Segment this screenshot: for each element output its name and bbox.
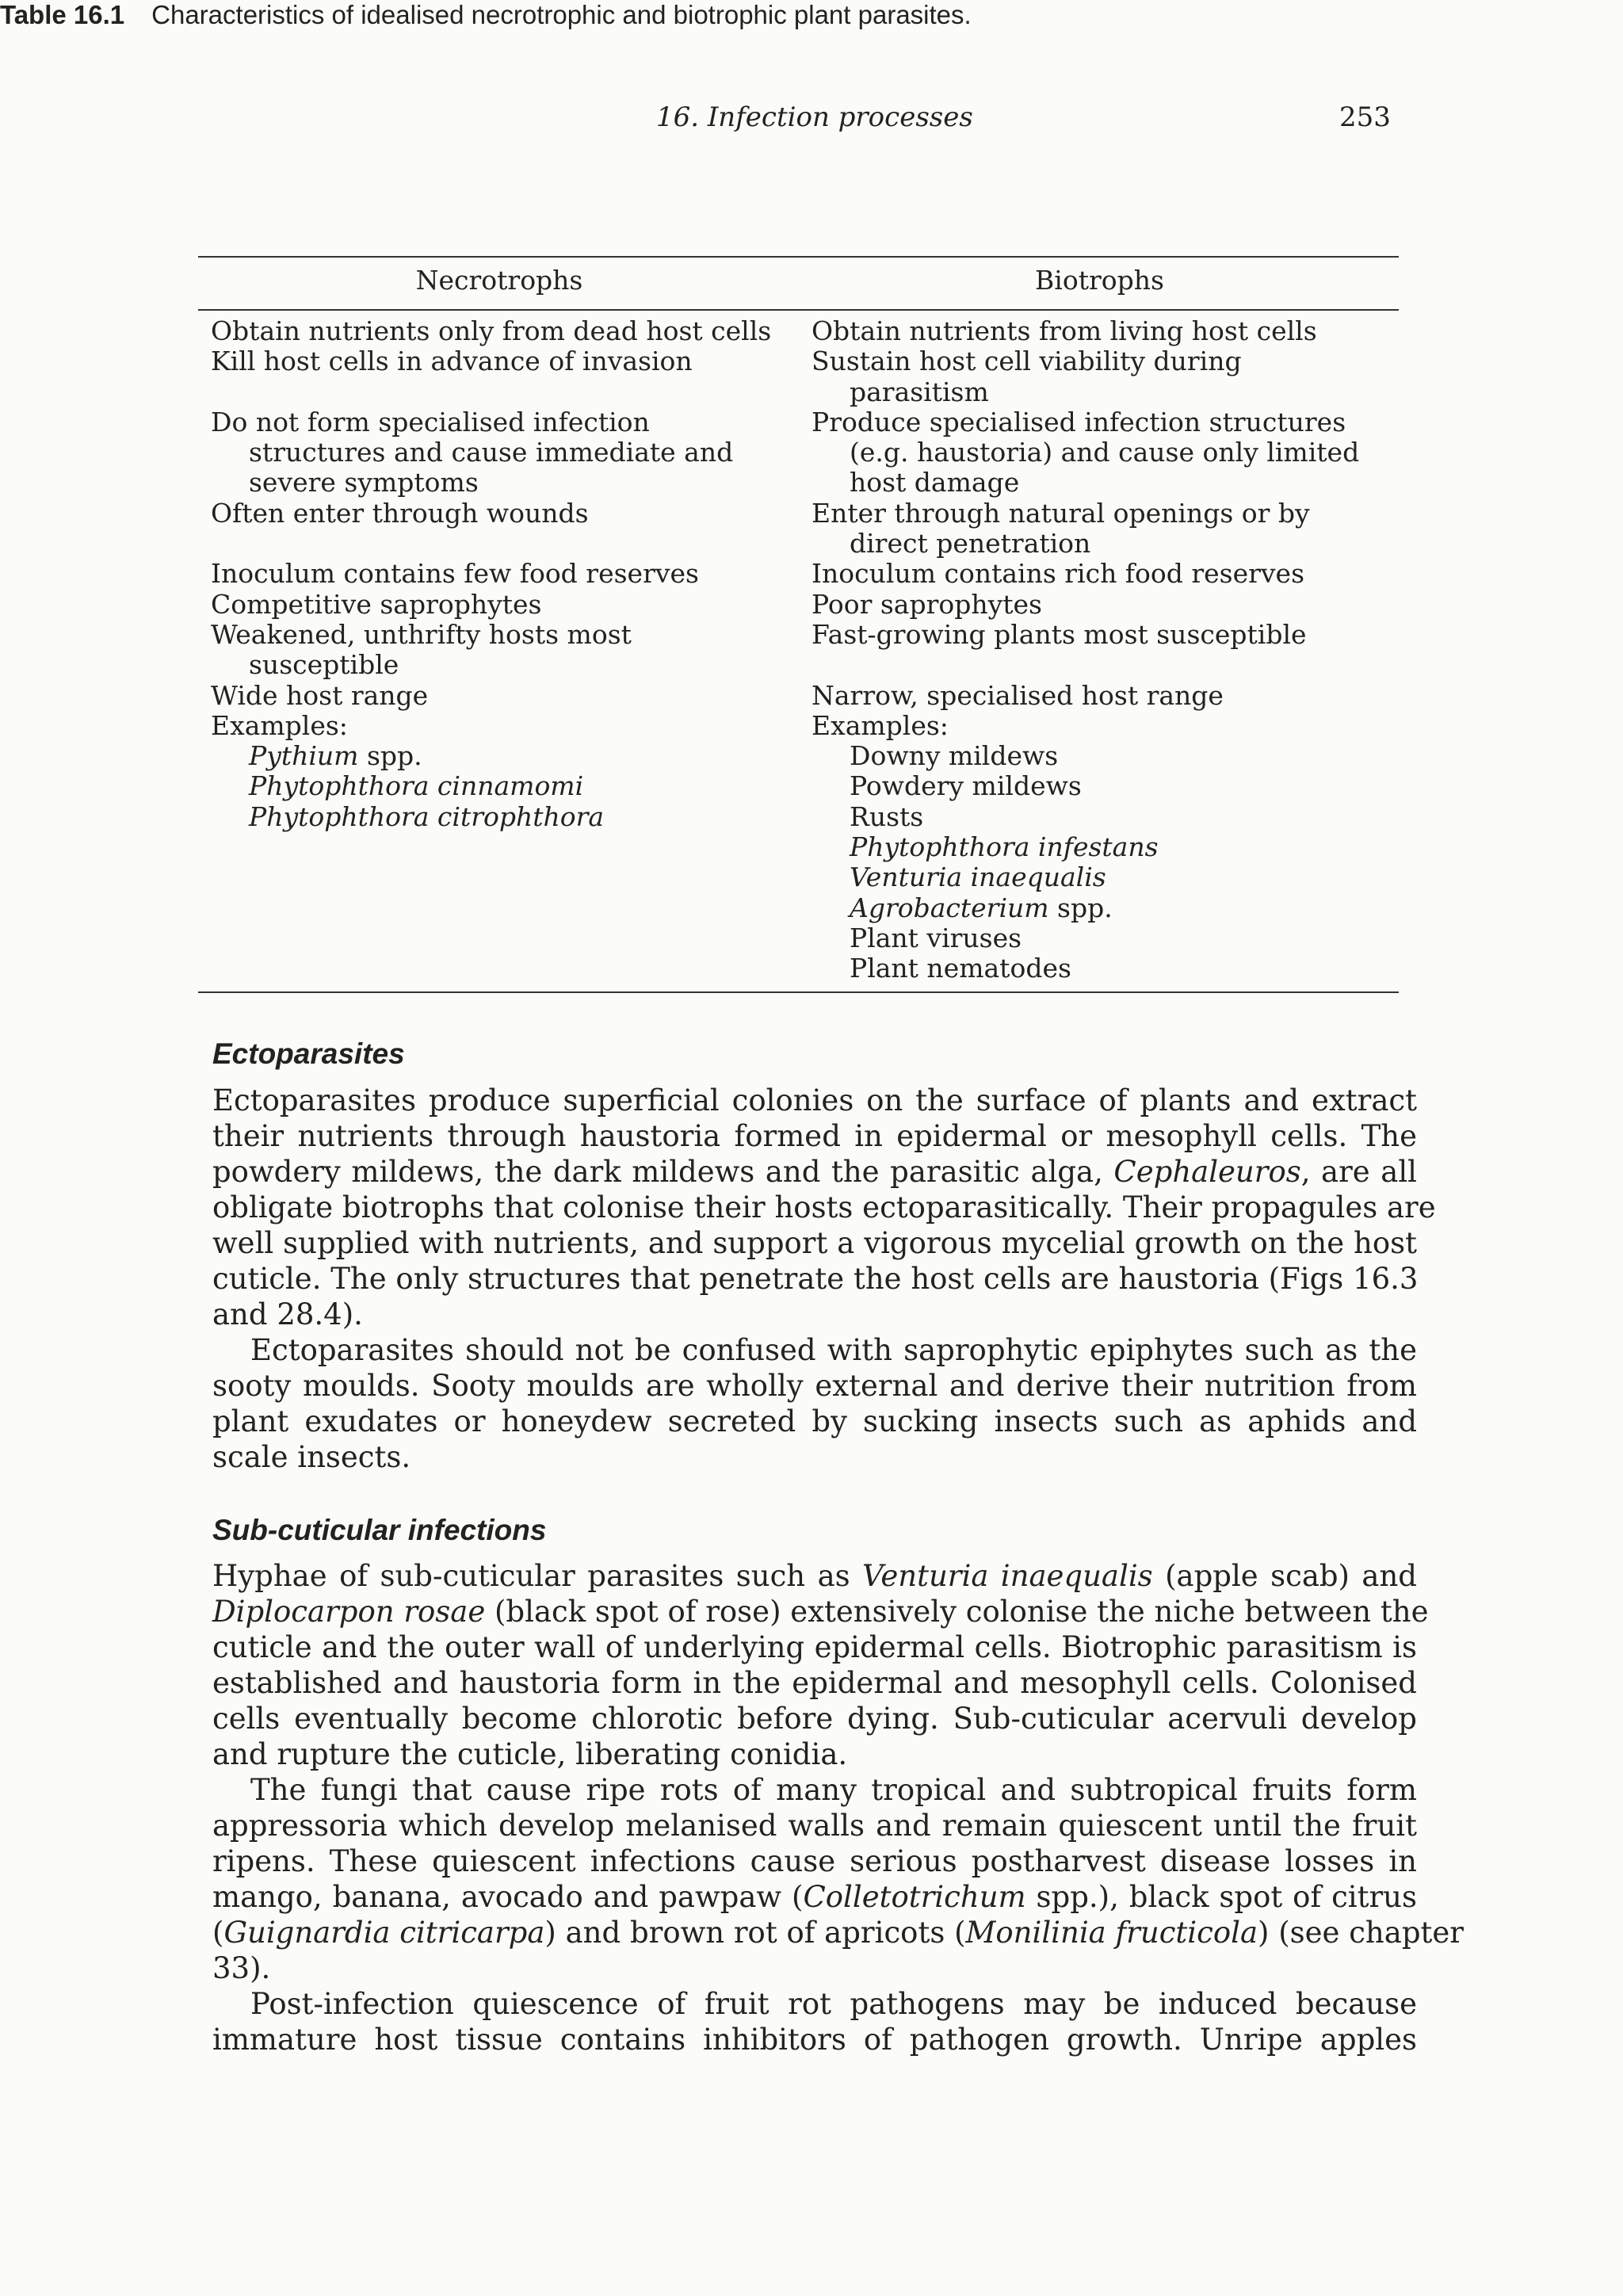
- text-line: [212, 1879, 1417, 1915]
- table-cell-line: [211, 377, 797, 407]
- table-cell-line: Powdery mildews: [850, 770, 1082, 802]
- text-run: ) and brown rot of apricots (: [544, 1916, 966, 1950]
- text-line: [212, 1915, 1464, 1950]
- table-cell-line: [812, 862, 1399, 892]
- table-cell-line: direct penetration: [850, 528, 1091, 560]
- species-name: Cephaleuros: [1113, 1155, 1301, 1189]
- text-run: scale insects.: [212, 1440, 411, 1474]
- text-line: [212, 1404, 1417, 1439]
- table-cell-line: structures and cause immediate and: [249, 437, 734, 468]
- column-header-necrotrophs: Necrotrophs: [415, 265, 583, 296]
- species-name: Monilinia fructicola: [965, 1916, 1258, 1950]
- text-line: [212, 1558, 1417, 1594]
- text-run: cuticle. The only structures that penetrate the host cells are haustoria (Figs 16.3: [212, 1262, 1419, 1296]
- text-run: spp.: [1048, 892, 1113, 923]
- text-run: ) (see chapter: [1258, 1916, 1464, 1950]
- species-name: Pythium: [249, 740, 359, 772]
- biotrophs-column: [812, 316, 1399, 984]
- table-cell-line: Narrow, specialised host range: [812, 679, 1224, 711]
- text-run: cuticle and the outer wall of underlying epidermal cells. Biotrophic parasitism is: [212, 1630, 1417, 1664]
- species-name: Agrobacterium: [850, 892, 1049, 923]
- table-cell-line: Obtain nutrients from living host cells: [812, 315, 1317, 346]
- table-cell-line: Plant nematodes: [850, 953, 1071, 984]
- text-run: ripens. These quiescent infections cause serious postharvest disease losses in: [212, 1844, 1417, 1878]
- table-cell-line: Rusts: [850, 800, 924, 832]
- text-line: [212, 1439, 1417, 1475]
- table-cell-line: susceptible: [249, 649, 399, 681]
- table-cell-line: Do not form specialised infection: [211, 406, 650, 437]
- species-name: Colletotrichum: [803, 1880, 1026, 1914]
- table-cell-line: [211, 529, 797, 559]
- table-cell-line: Competitive saprophytes: [211, 588, 542, 620]
- text-run: well supplied with nutrients, and support a vigorous mycelial growth on the host: [212, 1226, 1417, 1260]
- table-top-rule: [198, 256, 1399, 258]
- text-line: [212, 1225, 1417, 1261]
- text-run: cells eventually become chlorotic before dying. Sub-cuticular acervuli develop: [212, 1702, 1417, 1736]
- table-cell-line: Inoculum contains rich food reserves: [812, 558, 1305, 590]
- text-line: [212, 1736, 1417, 1772]
- species-name: Phytophthora cinnamomi: [249, 770, 584, 802]
- table-cell-line: Fast-growing plants most susceptible: [812, 618, 1307, 650]
- table-cell-line: [211, 802, 797, 832]
- paragraph: [212, 1772, 1464, 1986]
- species-name: Phytophthora citrophthora: [249, 800, 605, 832]
- section-heading-subcuticular: Sub-cuticular infections: [212, 1514, 547, 1546]
- text-line: [212, 2022, 1417, 2057]
- text-run: mango, banana, avocado and pawpaw (: [212, 1880, 804, 1914]
- text-line: [212, 1986, 1417, 2022]
- text-run: and rupture the cuticle, liberating conidia.: [212, 1737, 848, 1771]
- page-number: 253: [1339, 101, 1391, 133]
- text-line: [212, 1772, 1417, 1808]
- table-cell-line: Enter through natural openings or by: [812, 497, 1310, 529]
- table-cell-line: Downy mildews: [850, 740, 1059, 772]
- species-name: Venturia inaequalis: [850, 861, 1106, 893]
- necrotrophs-column: [211, 316, 797, 832]
- table-cell-line: Produce specialised infection structures: [812, 406, 1346, 437]
- species-name: Guignardia citricarpa: [223, 1916, 545, 1950]
- paragraph: [212, 1083, 1436, 1332]
- text-run: powdery mildews, the dark mildews and the parasitic alga,: [212, 1155, 1114, 1189]
- table-cell-line: severe symptoms: [249, 467, 479, 499]
- paragraph: [212, 1558, 1429, 1772]
- table-cell-line: [812, 650, 1399, 680]
- text-run: (: [212, 1916, 224, 1950]
- text-line: [212, 1190, 1436, 1225]
- text-line: [212, 1594, 1429, 1629]
- text-line: [212, 1629, 1417, 1665]
- text-line: [212, 1261, 1417, 1297]
- text-run: obligate biotrophs that colonise their hosts ectoparasitically. Their propagules are: [212, 1190, 1436, 1224]
- table-cell-line: Examples:: [812, 709, 949, 741]
- text-run: 33).: [212, 1951, 271, 1985]
- table-cell-line: Often enter through wounds: [211, 497, 589, 529]
- column-header-biotrophs: Biotrophs: [1035, 265, 1164, 296]
- text-run: Post-infection quiescence of fruit rot pathogens may be induced because: [250, 1987, 1417, 2021]
- paragraph: [212, 1986, 1417, 2057]
- paragraph: [212, 1332, 1417, 1475]
- table-cell-line: Obtain nutrients only from dead host cells: [211, 315, 772, 346]
- table-cell-line: parasitism: [850, 376, 989, 407]
- text-run: Hyphae of sub-cuticular parasites such as: [212, 1559, 863, 1593]
- text-run: spp.: [358, 740, 422, 772]
- text-run: (apple scab) and: [1152, 1559, 1417, 1593]
- table-caption-label: Table 16.1: [0, 0, 125, 29]
- table-cell-line: Weakened, unthrifty hosts most: [211, 618, 632, 650]
- table-caption-text: Characteristics of idealised necrotrophic and biotrophic plant parasites.: [151, 0, 972, 29]
- table-cell-line: [211, 741, 797, 771]
- text-run: spp.), black spot of citrus: [1025, 1880, 1418, 1914]
- text-line: [212, 1297, 1417, 1332]
- table-cell-line: Kill host cells in advance of invasion: [211, 346, 693, 377]
- table-cell-line: [812, 832, 1399, 862]
- species-name: Venturia inaequalis: [862, 1559, 1153, 1593]
- text-line: [212, 1118, 1417, 1154]
- text-run: (black spot of rose) extensively colonise the niche between the: [485, 1595, 1429, 1629]
- text-run: sooty moulds. Sooty moulds are wholly external and derive their nutrition from: [212, 1369, 1417, 1403]
- table-cell-line: Sustain host cell viability during: [812, 346, 1242, 377]
- table-caption: [0, 0, 1623, 30]
- text-run: appressoria which develop melanised walls and remain quiescent until the fruit: [212, 1809, 1417, 1843]
- text-run: , are all: [1300, 1155, 1417, 1189]
- text-run: The fungi that cause ripe rots of many tropical and subtropical fruits form: [250, 1773, 1417, 1807]
- table-cell-line: (e.g. haustoria) and cause only limited: [850, 437, 1360, 468]
- text-line: [212, 1808, 1417, 1843]
- text-line: [212, 1950, 1417, 1986]
- table-cell-line: Inoculum contains few food reserves: [211, 558, 699, 590]
- text-run: Ectoparasites produce superficial colonies on the surface of plants and extract: [212, 1083, 1417, 1117]
- species-name: Phytophthora infestans: [850, 831, 1159, 863]
- text-run: plant exudates or honeydew secreted by sucking insects such as aphids and: [212, 1404, 1417, 1438]
- text-run: immature host tissue contains inhibitors of pathogen growth. Unripe apples: [212, 2023, 1417, 2057]
- text-line: [212, 1083, 1417, 1118]
- text-line: [212, 1332, 1417, 1368]
- table-cell-line: [211, 771, 797, 801]
- text-run: and 28.4).: [212, 1297, 363, 1331]
- text-line: [212, 1843, 1417, 1879]
- text-run: established and haustoria form in the epidermal and mesophyll cells. Colonised: [212, 1666, 1417, 1700]
- table-cell-line: Poor saprophytes: [812, 588, 1042, 620]
- text-line: [212, 1368, 1417, 1404]
- text-run: Ectoparasites should not be confused with saprophytic epiphytes such as the: [250, 1333, 1417, 1367]
- running-head: 16. Infection processes: [656, 101, 973, 133]
- table-cell-line: [812, 893, 1399, 923]
- text-line: [212, 1701, 1417, 1736]
- table-cell-line: host damage: [850, 467, 1020, 499]
- species-name: Diplocarpon rosae: [212, 1595, 486, 1629]
- table-cell-line: Wide host range: [211, 679, 429, 711]
- text-line: [212, 1154, 1417, 1190]
- table-cell-line: Examples:: [211, 709, 348, 741]
- text-run: their nutrients through haustoria formed in epidermal or mesophyll cells. The: [212, 1119, 1417, 1153]
- table-bottom-rule: [198, 991, 1399, 993]
- section-heading-ectoparasites: Ectoparasites: [212, 1037, 405, 1070]
- table-header-rule: [198, 309, 1399, 311]
- table-cell-line: Plant viruses: [850, 922, 1022, 953]
- text-line: [212, 1665, 1417, 1701]
